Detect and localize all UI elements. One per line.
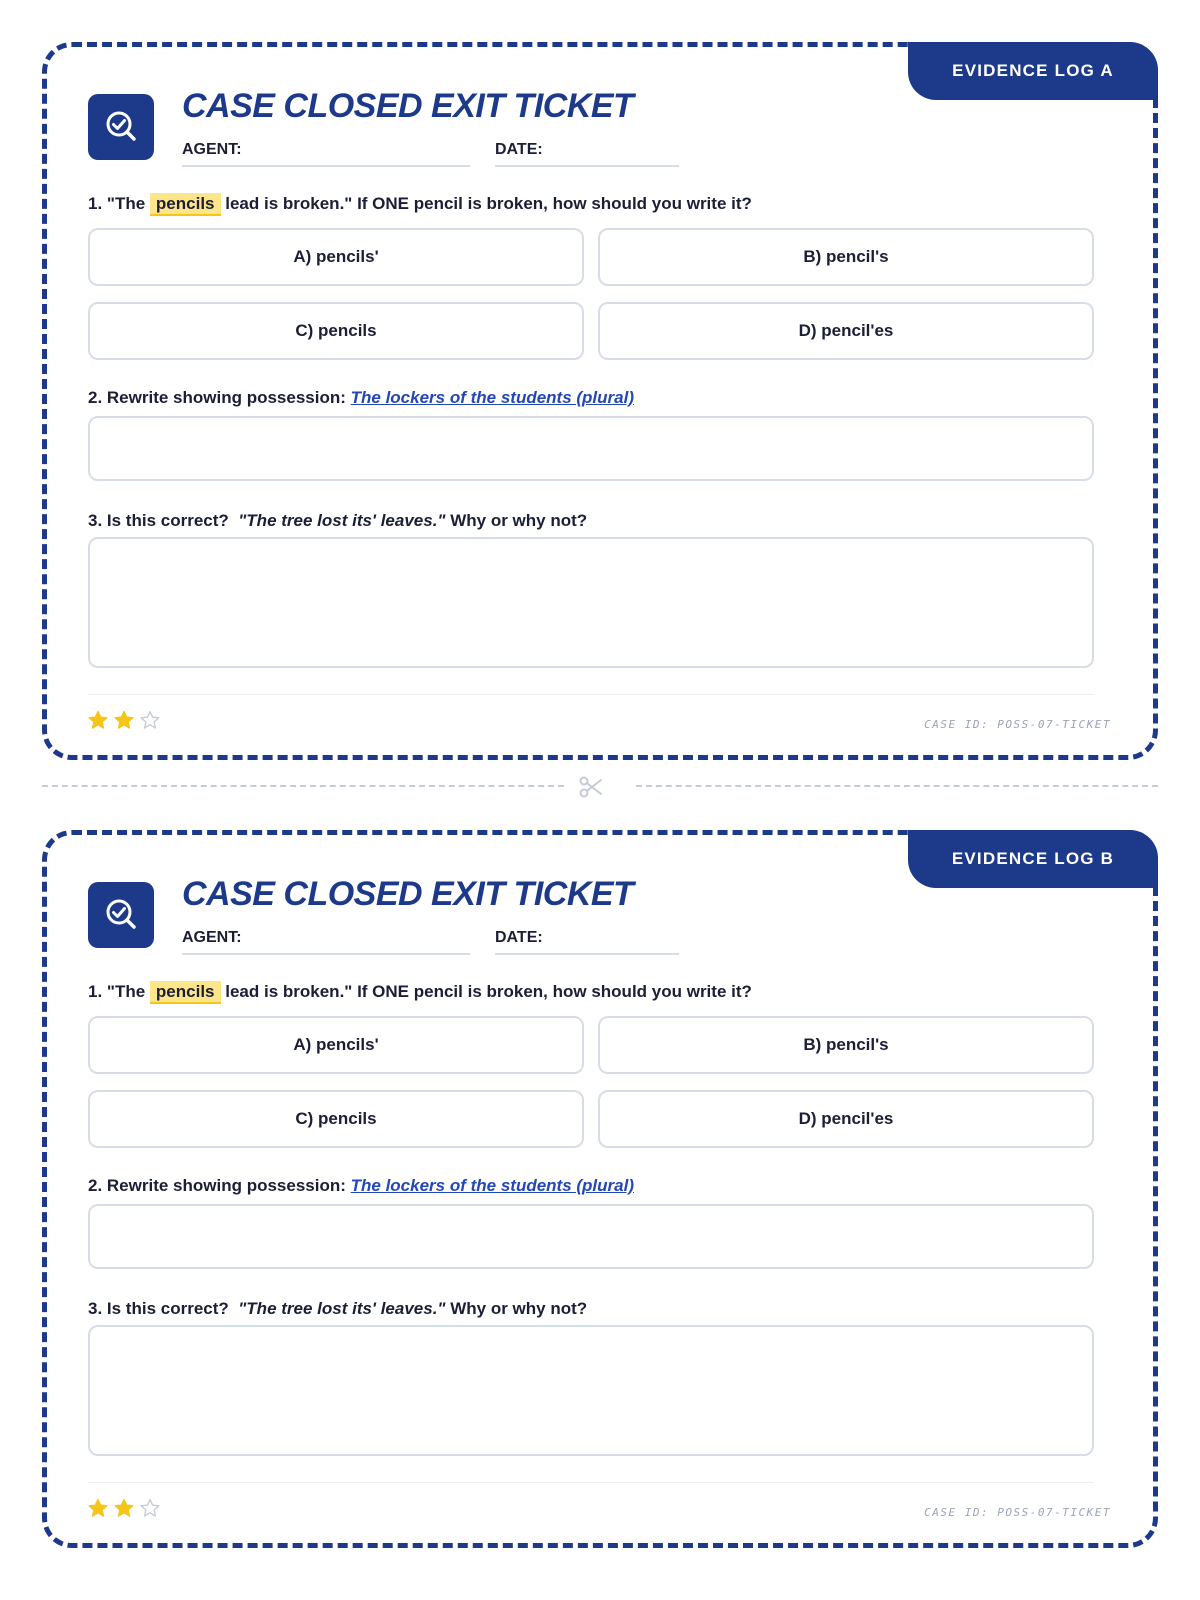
question-2-prompt: 2. Rewrite showing possession: [88,1176,346,1195]
footer-divider [88,1482,1094,1483]
star-rating [88,710,160,730]
question-1-post: lead is broken." If ONE pencil is broken, how should you write it? [225,194,752,213]
answer-box-3[interactable] [88,1325,1094,1456]
magnifier-check-icon [88,882,154,948]
highlight-word: pencils [150,193,221,216]
answer-box-3[interactable] [88,537,1094,668]
case-id: CASE ID: POSS-07-TICKET [924,1506,1111,1519]
question-1-pre: 1. "The [88,982,146,1001]
question-1-post: lead is broken." If ONE pencil is broken, how should you write it? [225,982,752,1001]
star-filled-icon [88,1498,108,1518]
answer-box-2[interactable] [88,416,1094,481]
agent-label: AGENT: [182,141,242,158]
star-rating [88,1498,160,1518]
date-field[interactable] [495,953,679,955]
ticket-title: CASE CLOSED EXIT TICKET [182,875,634,913]
option-b[interactable]: B) pencil's [598,228,1094,286]
exit-ticket-b [42,830,1158,1548]
agent-label: AGENT: [182,929,242,946]
magnifier-check-icon [88,94,154,160]
cut-line-left [42,785,564,787]
cut-line [42,775,1158,797]
star-empty-icon [140,710,160,730]
question-3-quote: "The tree lost its' leaves." [238,511,446,530]
exit-ticket-a [42,42,1158,760]
question-3-prompt: 3. Is this correct? [88,1299,229,1318]
agent-field[interactable] [182,953,470,955]
question-2-example: The lockers of the students (plural) [350,388,634,407]
option-c[interactable]: C) pencils [88,302,584,360]
option-a[interactable]: A) pencils' [88,1016,584,1074]
cut-line-right [636,785,1158,787]
question-1 [88,194,752,214]
evidence-log-tag: EVIDENCE LOG B [908,830,1158,888]
answer-box-2[interactable] [88,1204,1094,1269]
star-empty-icon [140,1498,160,1518]
case-id: CASE ID: POSS-07-TICKET [924,718,1111,731]
question-2-example: The lockers of the students (plural) [350,1176,634,1195]
question-3-suffix: Why or why not? [450,1299,588,1318]
star-filled-icon [88,710,108,730]
question-3-prompt: 3. Is this correct? [88,511,229,530]
question-2-prompt: 2. Rewrite showing possession: [88,388,346,407]
date-field[interactable] [495,165,679,167]
ticket-title: CASE CLOSED EXIT TICKET [182,87,634,125]
option-c[interactable]: C) pencils [88,1090,584,1148]
question-1 [88,982,752,1002]
option-a[interactable]: A) pencils' [88,228,584,286]
highlight-word: pencils [150,981,221,1004]
evidence-log-tag: EVIDENCE LOG A [908,42,1158,100]
agent-field[interactable] [182,165,470,167]
option-d[interactable]: D) pencil'es [598,1090,1094,1148]
question-3-quote: "The tree lost its' leaves." [238,1299,446,1318]
question-3-suffix: Why or why not? [450,511,588,530]
question-2 [88,1176,634,1196]
star-filled-icon [114,710,134,730]
question-3 [88,511,587,531]
star-filled-icon [114,1498,134,1518]
date-label: DATE: [495,929,543,946]
footer-divider [88,694,1094,695]
option-b[interactable]: B) pencil's [598,1016,1094,1074]
scissors-icon [578,774,604,800]
question-2 [88,388,634,408]
question-3 [88,1299,587,1319]
option-d[interactable]: D) pencil'es [598,302,1094,360]
question-1-pre: 1. "The [88,194,146,213]
date-label: DATE: [495,141,543,158]
